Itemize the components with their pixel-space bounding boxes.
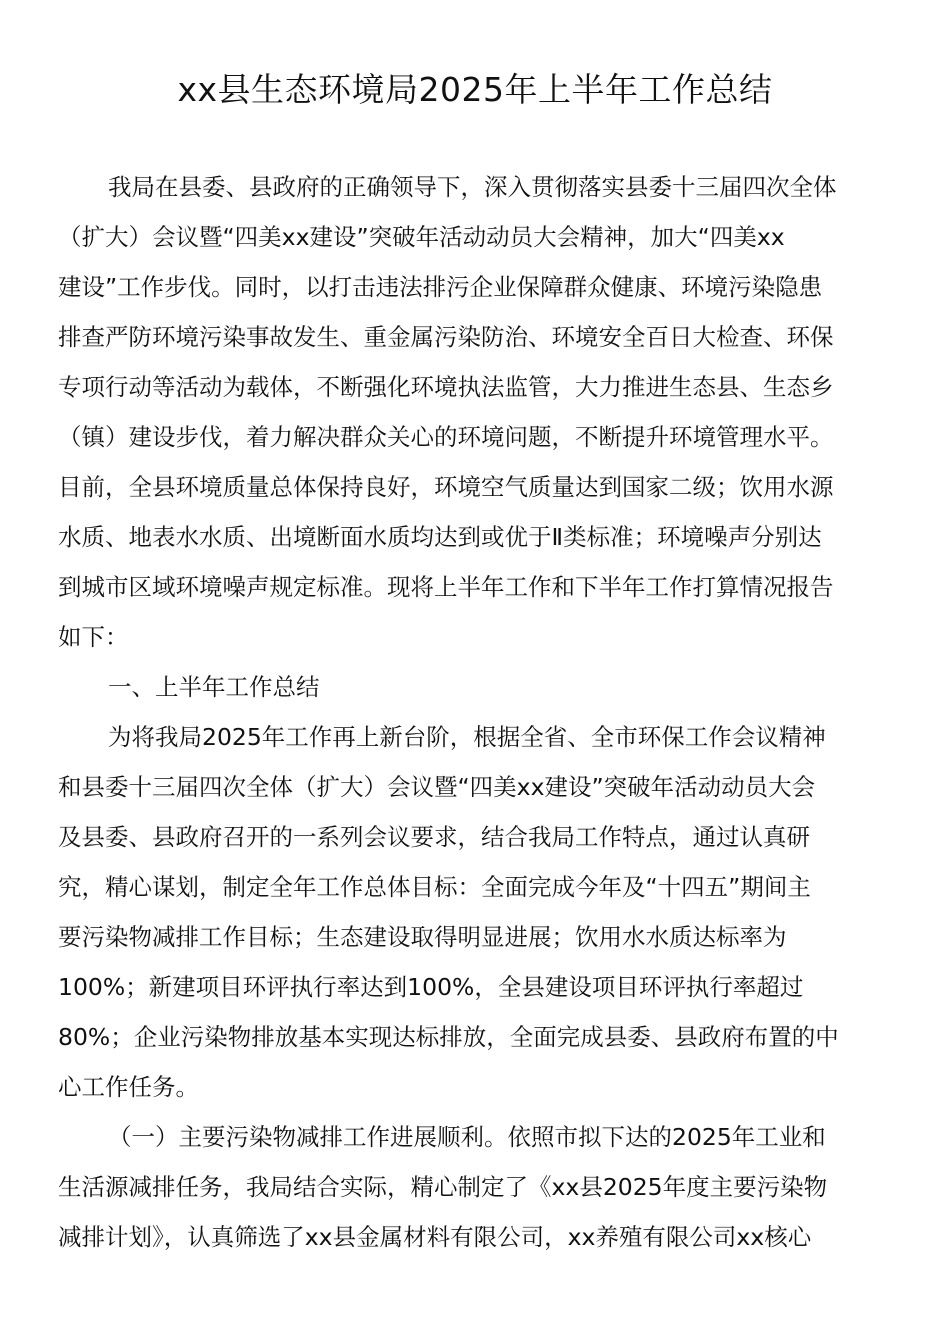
body-line: 减排计划》，认真筛选了xx县金属材料有限公司，xx养殖有限公司xx核心 bbox=[58, 1223, 812, 1251]
body-line: 和县委十三届四次全体（扩大）会议暨“四美xx建设”突破年活动动员大会 bbox=[58, 773, 816, 801]
body-line: （镇）建设步伐，着力解决群众关心的环境问题，不断提升环境管理水平。 bbox=[58, 423, 834, 451]
body-line: 目前，全县环境质量总体保持良好，环境空气质量达到国家二级；饮用水源 bbox=[58, 473, 834, 501]
body-line: 为将我局2025年工作再上新台阶，根据全省、全市环保工作会议精神 bbox=[108, 723, 826, 751]
body-line: 专项行动等活动为载体，不断强化环境执法监管，大力推进生态县、生态乡 bbox=[58, 373, 834, 401]
body-line: 究，精心谋划，制定全年工作总体目标：全面完成今年及“十四五”期间主 bbox=[58, 873, 811, 901]
body-line: 如下： bbox=[58, 623, 129, 651]
body-line: 生活源减排任务，我局结合实际，精心制定了《xx县2025年度主要污染物 bbox=[58, 1173, 828, 1201]
section-heading: 一、上半年工作总结 bbox=[108, 673, 320, 701]
body-line: 100%；新建项目环评执行率达到100%，全县建设项目环评执行率超过 bbox=[58, 973, 804, 1001]
body-line: 及县委、县政府召开的一系列会议要求，结合我局工作特点，通过认真研 bbox=[58, 823, 810, 851]
body-line: 80%；企业污染物排放基本实现达标排放，全面完成县委、县政府布置的中 bbox=[58, 1023, 839, 1051]
body-line: 到城市区域环境噪声规定标准。现将上半年工作和下半年工作打算情况报告 bbox=[58, 573, 834, 601]
body-line: 水质、地表水水质、出境断面水质均达到或优于Ⅱ类标准；环境噪声分别达 bbox=[58, 523, 822, 551]
subsection-line: （一）主要污染物减排工作进展顺利。依照市拟下达的2025年工业和 bbox=[108, 1123, 826, 1151]
body-line: 排查严防环境污染事故发生、重金属污染防治、环境安全百日大检查、环保 bbox=[58, 323, 834, 351]
body-line: 要污染物减排工作目标；生态建设取得明显进展；饮用水水质达标率为 bbox=[58, 923, 787, 951]
body-line: （扩大）会议暨“四美xx建设”突破年活动动员大会精神，加大“四美xx bbox=[58, 223, 785, 251]
document-title: xx县生态环境局2025年上半年工作总结 bbox=[177, 70, 773, 109]
body-line: 心工作任务。 bbox=[58, 1073, 199, 1101]
body-line: 我局在县委、县政府的正确领导下，深入贯彻落实县委十三届四次全体 bbox=[108, 173, 837, 201]
body-line: 建设”工作步伐。同时，以打击违法排污企业保障群众健康、环境污染隐患 bbox=[58, 273, 823, 301]
